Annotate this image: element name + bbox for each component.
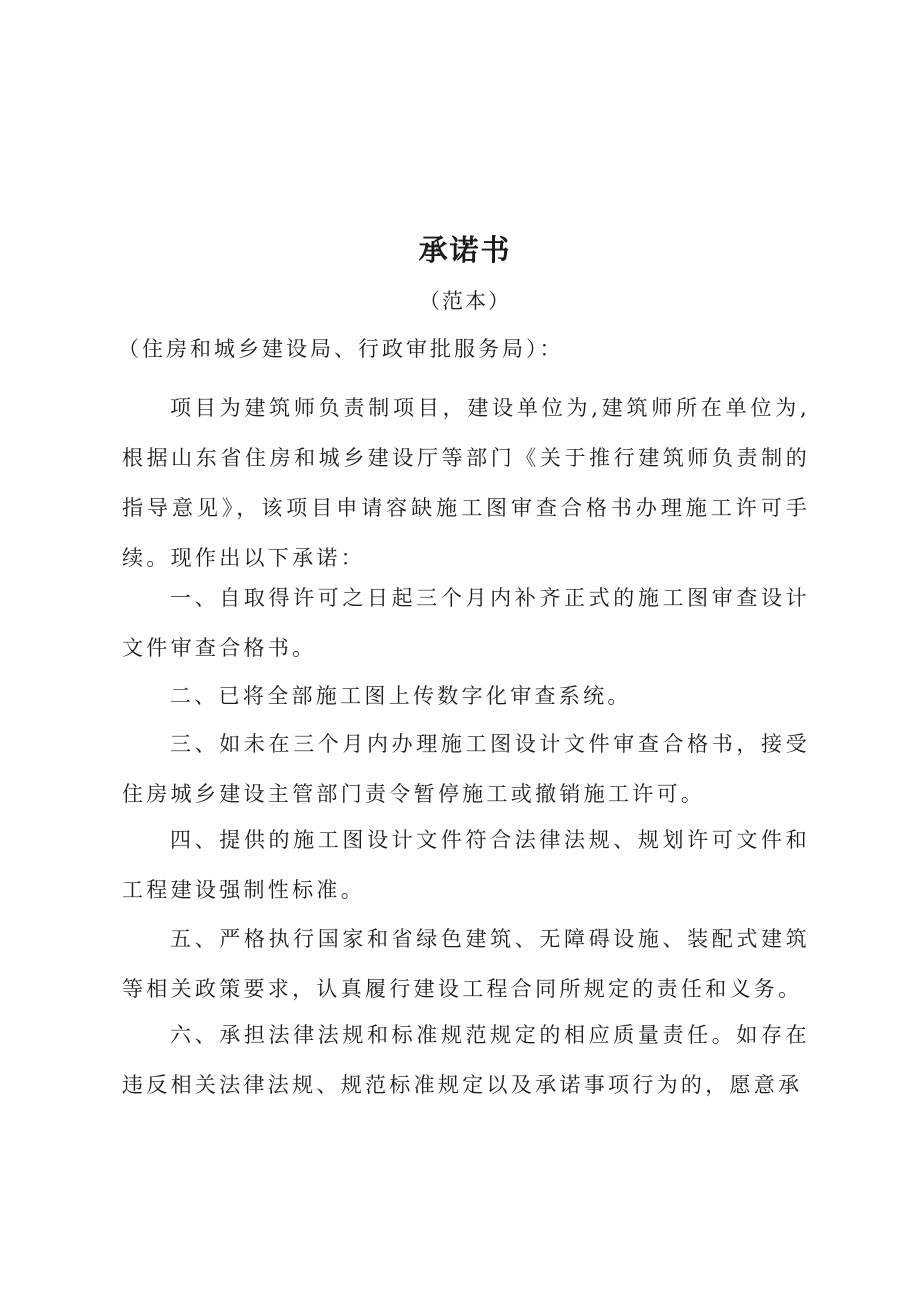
commitment-item-5: 五、严格执行国家和省绿色建筑、无障碍设施、装配式建筑等相关政策要求，认真履行建设工程合同所规定的责任和义务。: [122, 927, 810, 1001]
commitment-item-1: 一、自取得许可之日起三个月内补齐正式的施工图审查设计文件审查合格书。: [122, 586, 810, 660]
document-subtitle: （范本）: [419, 289, 511, 313]
commitment-item-6: 六、承担法律法规和标准规范规定的相应质量责任。如存在违反相关法律法规、规范标准规定以及承诺事项行为的，愿意承: [122, 1023, 810, 1097]
addressee-line: （住房和城乡建设局、行政审批服务局）：: [118, 337, 564, 361]
commitment-item-2: 二、已将全部施工图上传数字化审查系统。: [170, 684, 632, 708]
intro-paragraph: 项目为建筑师负责制项目，建设单位为,建筑师所在单位为,根据山东省住房和城乡建设厅等部门《关于推行建筑师负责制的指导意见》，该项目申请容缺施工图审查合格书办理施工许可手续。现作出以下承诺：: [122, 396, 810, 570]
commitment-item-4: 四、提供的施工图设计文件符合法律法规、规划许可文件和工程建设强制性标准。: [122, 828, 810, 902]
document-title: 承诺书: [418, 233, 512, 267]
commitment-item-3: 三、如未在三个月内办理施工图设计文件审查合格书，接受住房城乡建设主管部门责令暂停施工或撤销施工许可。: [122, 732, 810, 806]
